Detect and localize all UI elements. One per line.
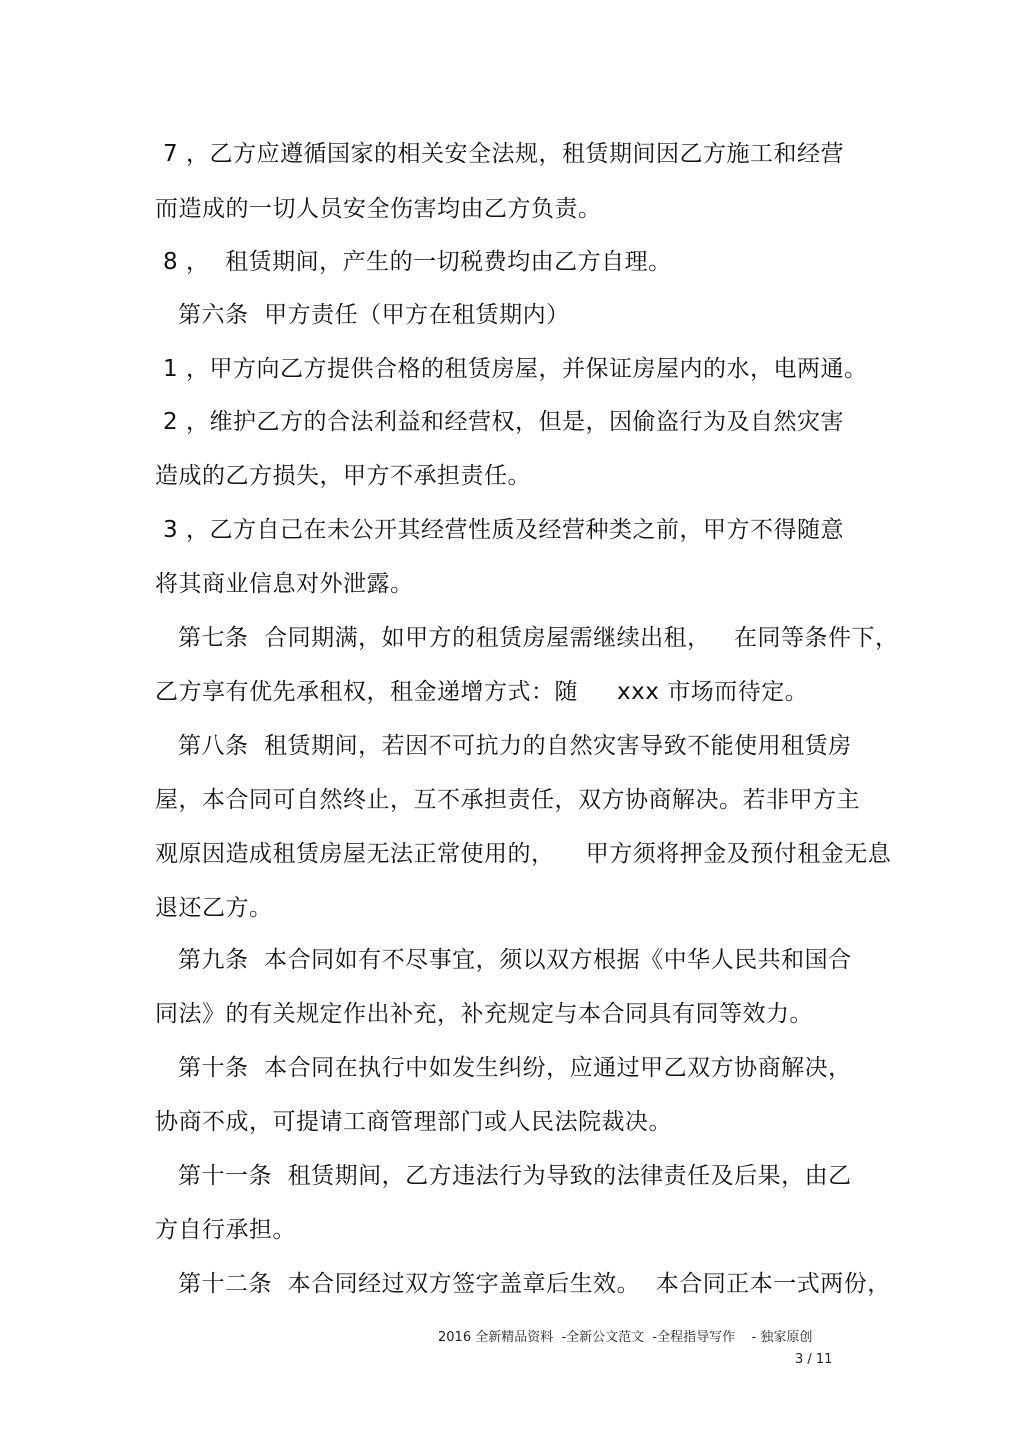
section-heading: 第八条 租赁期间，若因不可抗力的自然灾害导致不能使用租赁房 xyxy=(178,733,852,759)
section-heading: 第十二条 本合同经过双方签字盖章后生效。 本合同正本一式两份， xyxy=(178,1271,891,1297)
section-heading: 第七条 合同期满，如甲方的租赁房屋需继续出租， 在同等条件下， xyxy=(178,625,899,651)
footer-caption: 2016 全新精品资料 -全新公文范文 -全程指导写作 - 独家原创 xyxy=(438,1330,813,1345)
text-line: 1 ，甲方向乙方提供合格的租赁房屋，并保证房屋内的水，电两通。 xyxy=(163,356,868,382)
text-line: 协商不成，可提请工商管理部门或人民法院裁决。 xyxy=(155,1109,672,1135)
section-heading: 第十条 本合同在执行中如发生纠纷，应通过甲乙双方协商解决， xyxy=(178,1055,852,1081)
section-heading: 第六条 甲方责任（甲方在租赁期内） xyxy=(178,302,570,328)
text-line: 乙方享有优先承租权，租金递增方式：随 xxx 市场而待定。 xyxy=(155,679,809,705)
section-heading: 第十一条 租赁期间，乙方违法行为导致的法律责任及后果，由乙 xyxy=(178,1163,852,1189)
page-number: 3 / 11 xyxy=(795,1352,833,1367)
text-line: 同法》的有关规定作出补充，补充规定与本合同具有同等效力。 xyxy=(155,1001,813,1027)
text-line: 2 ，维护乙方的合法利益和经营权，但是，因偷盗行为及自然灾害 xyxy=(163,409,844,435)
text-line: 屋，本合同可自然终止，互不承担责任，双方协商解决。若非甲方主 xyxy=(155,787,860,813)
text-line: 8 ， 租赁期间，产生的一切税费均由乙方自理。 xyxy=(163,249,672,275)
text-line: 将其商业信息对外泄露。 xyxy=(155,571,414,597)
text-line: 3 ，乙方自己在未公开其经营性质及经营种类之前，甲方不得随意 xyxy=(163,517,844,543)
text-line: 造成的乙方损失，甲方不承担责任。 xyxy=(155,463,531,489)
text-line: 而造成的一切人员安全伤害均由乙方负责。 xyxy=(155,196,602,222)
text-line: 方自行承担。 xyxy=(155,1217,296,1243)
text-line: 7 ，乙方应遵循国家的相关安全法规，租赁期间因乙方施工和经营 xyxy=(163,141,844,167)
text-line: 观原因造成租赁房屋无法正常使用的， 甲方须将押金及预付租金无息 xyxy=(155,841,892,867)
section-heading: 第九条 本合同如有不尽事宜，须以双方根据《中华人民共和国合 xyxy=(178,947,852,973)
text-line: 退还乙方。 xyxy=(155,895,273,921)
